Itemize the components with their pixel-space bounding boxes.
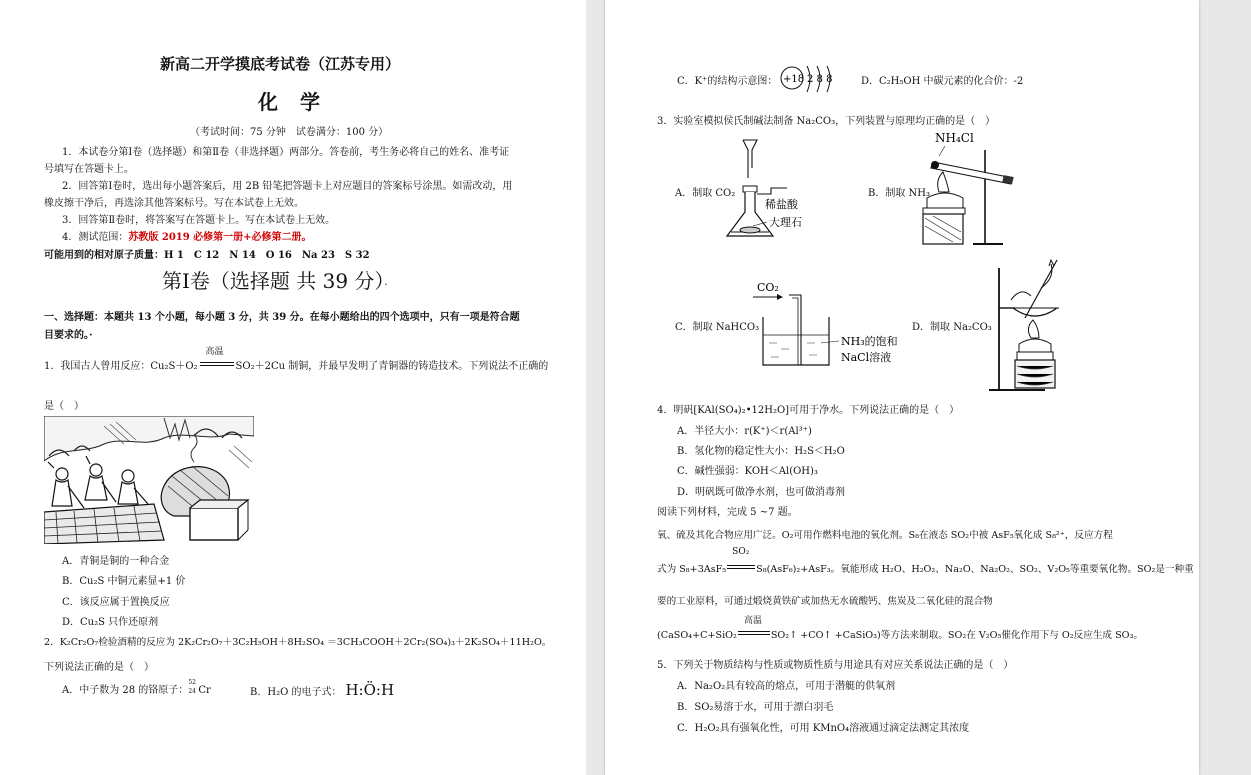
nahco3-apparatus bbox=[751, 277, 901, 369]
note-line: 3．回答第Ⅱ卷时，将答案写在答题卡上。写在本试卷上无效。 bbox=[62, 215, 336, 226]
electron-formula: H:Ö:H bbox=[345, 681, 395, 699]
q3-option-c: C．制取 NaHCO₃ bbox=[675, 322, 760, 333]
q5-option-b: B．SO₂易溶于水，可用于漂白羽毛 bbox=[677, 702, 834, 713]
q3-option-a: A．制取 CO₂ bbox=[675, 188, 736, 199]
nh3-generator-apparatus bbox=[913, 126, 1023, 250]
note-line: 2．回答第Ⅰ卷时，选出每小题答案后，用 2B 铅笔把答题卡上对应题目的答案标号涂黑。如需改动，用 bbox=[62, 181, 513, 192]
material-line4 bbox=[657, 616, 1143, 641]
q2-option-a-text: A．中子数为 28 的铬原子： bbox=[62, 685, 189, 696]
note-line-4 bbox=[62, 228, 312, 243]
q1-stem bbox=[44, 347, 549, 372]
q4-option-b: B．氢化物的稳定性大小：H₂S＜H₂O bbox=[677, 446, 845, 457]
material-line4-condition: 高温 bbox=[743, 616, 762, 626]
q2-option-a bbox=[62, 681, 211, 696]
q1-line2: 是（ ） bbox=[44, 401, 84, 412]
q4-option-a: A．半径大小：r(K⁺)＜r(Al³⁺) bbox=[677, 426, 812, 437]
instructions-text: 目要求的。 bbox=[44, 330, 89, 341]
co2-gas-label: CO₂ bbox=[757, 281, 779, 294]
q1-suffix: SO₂＋2Cu 制铜，并最早发明了青铜器的铸造技术。下列说法不正确的 bbox=[235, 361, 549, 372]
equals-sign bbox=[738, 631, 770, 635]
dilute-hcl-label: 稀盐酸 bbox=[765, 198, 798, 211]
test-range: 苏教版 2019 必修第一册+必修第二册。 bbox=[128, 232, 312, 243]
q4-option-d: D．明矾既可做净水剂，也可做消毒剂 bbox=[677, 487, 846, 498]
left-page bbox=[0, 0, 586, 775]
nh4cl-label: NH₄Cl bbox=[935, 131, 974, 145]
q1-option-a: A．青铜是铜的一种合金 bbox=[62, 556, 170, 567]
q5-option-a: A．Na₂O₂具有较高的熔点，可用于潜艇的供氧剂 bbox=[677, 681, 896, 692]
instructions-mark: · bbox=[89, 330, 93, 341]
q4-stem: 4．明矾[KAl(SO₄)₂•12H₂O]可用于净水。下列说法正确的是（ ） bbox=[657, 405, 960, 416]
material-line1: 氧、硫及其化合物应用广泛。O₂可用作燃料电池的氧化剂。S₈在液态 SO₂中被 AsF₅氧化成 S₈²⁺，反应方程 bbox=[657, 530, 1113, 541]
exam-info: （考试时间：75 分钟 试卷满分：100 分） bbox=[190, 127, 389, 138]
material-line2-prefix: 式为 S₈+3AsF₅ bbox=[657, 564, 727, 575]
q1-option-b: B．Cu₂S 中铜元素显+1 价 bbox=[62, 576, 186, 587]
note-line: 号填写在答题卡上。 bbox=[44, 164, 134, 175]
instructions-line2 bbox=[44, 326, 92, 341]
q1-condition: 高温 bbox=[205, 347, 224, 357]
note-line: 橡皮擦干净后，再选涂其他答案标号。写在本试卷上无效。 bbox=[44, 198, 304, 209]
section-title-text: 第Ⅰ卷（选择题 共 39 分） bbox=[162, 269, 385, 293]
nh3-nacl-label2: NaCl溶液 bbox=[841, 351, 892, 364]
na2co3-heating-apparatus bbox=[985, 258, 1075, 394]
q5-option-c: C．H₂O₂具有强氧化性，可用 KMnO₄溶液通过滴定法测定其浓度 bbox=[677, 723, 970, 734]
right-page bbox=[605, 0, 1199, 775]
nuclide-notation bbox=[188, 679, 198, 696]
equals-sign bbox=[727, 565, 755, 569]
material-line3: 要的工业原料，可通过煅烧黄铁矿或加热无水硫酸钙、焦炭及二氧化硅的混合物 bbox=[657, 596, 993, 607]
section-mark: · bbox=[384, 280, 388, 291]
reading-intro: 阅读下列材料，完成 5 ~7 题。 bbox=[657, 507, 798, 518]
q2-option-b-text: B．H₂O 的电子式： bbox=[250, 687, 342, 698]
q2-option-b bbox=[250, 681, 394, 699]
q3-option-b: B．制取 NH₃ bbox=[868, 188, 931, 199]
q4-option-c: C．碱性强弱：KOH＜Al(OH)₃ bbox=[677, 466, 818, 477]
element-symbol: Cr bbox=[198, 685, 211, 696]
marble-label: 大理石 bbox=[769, 216, 802, 229]
mass-number: 52 bbox=[188, 679, 196, 686]
note4-prefix: 4．测试范围： bbox=[62, 232, 129, 243]
ancient-casting-illustration bbox=[44, 416, 254, 544]
co2-generator-apparatus bbox=[723, 130, 833, 242]
atomic-number: 24 bbox=[188, 688, 196, 695]
electron-shells: 2 8 8 bbox=[807, 74, 833, 85]
exam-title: 新高二开学摸底考试卷（江苏专用） bbox=[160, 55, 401, 73]
material-line2-condition: SO₂ bbox=[732, 547, 750, 557]
q1-prefix: 1．我国古人曾用反应：Cu₂S＋O₂ bbox=[44, 361, 198, 372]
instructions-line1: 一、选择题：本题共 13 个小题，每小题 3 分，共 39 分。在每小题给出的四个选项中，只有一项是符合题 bbox=[44, 312, 520, 323]
subject-title: 化学 bbox=[258, 90, 342, 114]
material-line4-arrow bbox=[737, 616, 771, 638]
q1-option-d: D．Cu₂S 只作还原剂 bbox=[62, 617, 159, 628]
k-ion-structure-diagram bbox=[777, 64, 847, 102]
material-line4-suffix: SO₂↑ +CO↑ +CaSiO₃)等方法来制取。SO₂在 V₂O₅催化作用下与 O₂反应生成 SO₃。 bbox=[770, 630, 1143, 641]
q3-stem: 3．实验室模拟侯氏制碱法制备 Na₂CO₃，下列装置与原理均正确的是（ ） bbox=[657, 116, 996, 127]
material-line4-prefix: (CaSO₄+C+SiO₂ bbox=[657, 630, 737, 641]
atomic-masses: 可能用到的相对原子质量：H 1 C 12 N 14 O 16 Na 23 S 32 bbox=[44, 250, 370, 261]
equals-sign bbox=[200, 362, 234, 366]
q2-stem: 2．K₂Cr₂O₇检验酒精的反应为 2K₂Cr₂O₇＋3C₂H₅OH＋8H₂SO₄ ＝3CH₃COOH＋2Cr₂(SO₄)₃＋2K₂SO₄＋11H₂O。 bbox=[44, 637, 552, 648]
material-line2-suffix: S₈(AsF₆)₂+AsF₃。氧能形成 H₂O、H₂O₂、Na₂O、Na₂O₂、SO₂、V₂O₅等重要氧化物。SO₂是一种重 bbox=[756, 564, 1194, 575]
q2-line2: 下列说法正确的是（ ） bbox=[44, 662, 154, 673]
nh3-nacl-label1: NH₃的饱和 bbox=[841, 335, 898, 348]
q2-option-d: D．C₂H₅OH 中碳元素的化合价：-2 bbox=[861, 76, 1024, 87]
q2-option-c: C．K⁺的结构示意图： bbox=[677, 76, 778, 87]
q5-stem: 5．下列关于物质结构与性质或物质性质与用途具有对应关系说法正确的是（ ） bbox=[657, 660, 1014, 671]
q1-condition-arrow bbox=[198, 347, 236, 369]
nucleus-charge: +18 bbox=[783, 74, 805, 85]
page-gap bbox=[586, 0, 605, 775]
note-line: 1．本试卷分第Ⅰ卷（选择题）和第Ⅱ卷（非选择题）两部分。答卷前，考生务必将自己的姓名、准考证 bbox=[62, 147, 510, 158]
section-title bbox=[162, 265, 388, 294]
q1-option-c: C．该反应属于置换反应 bbox=[62, 597, 170, 608]
q3-option-d: D．制取 Na₂CO₃ bbox=[912, 322, 992, 333]
material-line2-arrow bbox=[726, 547, 756, 572]
material-line2 bbox=[657, 547, 1194, 575]
